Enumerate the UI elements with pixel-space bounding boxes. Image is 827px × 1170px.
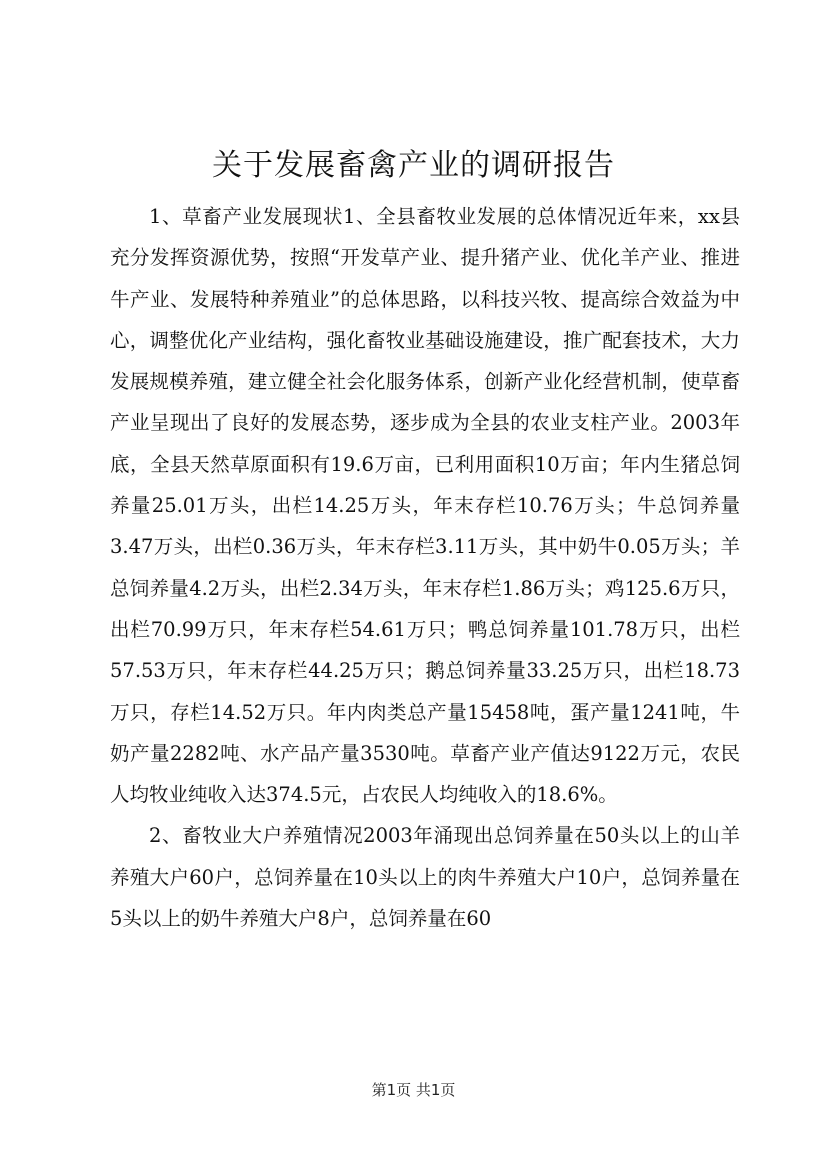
- paragraph-1: 1、草畜产业发展现状1、全县畜牧业发展的总体情况近年来，xx县充分发挥资源优势，按照“开发草产业、提升猪产业、优化羊产业、推进牛产业、发展特种养殖业”的总体思路，以科技兴牧、提高综合效益为中心，调整优化产业结构，强化畜牧业基础设施建设，推广配套技术，大力发展规模养殖，建立健全社会化服务体系，创新产业化经营机制，使草畜产业呈现出了良好的发展态势，逐步成为全县的农业支柱产业。2003年底，全县天然草原面积有19.6万亩，已利用面积10万亩；年内生猪总饲养量25.01万头，出栏14.25万头，年末存栏10.76万头；牛总饲养量3.47万头，出栏0.36万头，年末存栏3.11万头，其中奶牛0.05万头；羊总饲养量4.2万头，出栏2.34万头，年末存栏1.86万头；鸡125.6万只，出栏70.99万只，年末存栏54.61万只；鸭总饲养量101.78万只，出栏57.53万只，年末存栏44.25万只；鹅总饲养量33.25万只，出栏18.73万只，存栏14.52万只。年内肉类总产量15458吨，蛋产量1241吨，牛奶产量2282吨、水产品产量3530吨。草畜产业产值达9122万元，农民人均牧业纯收入达374.5元，占农民人均纯收入的18.6%。: [110, 205, 740, 807]
- page-number-footer: 第1页 共1页: [371, 1081, 456, 1099]
- document-title: 关于发展畜禽产业的调研报告: [212, 148, 615, 183]
- paragraph-2: 2、畜牧业大户养殖情况2003年涌现出总饲养量在50头以上的山羊养殖大户60户，总饲养量在10头以上的肉牛养殖大户10户，总饲养量在5头以上的奶牛养殖大户8户，总饲养量在60: [110, 824, 740, 931]
- document-body: [110, 196, 740, 939]
